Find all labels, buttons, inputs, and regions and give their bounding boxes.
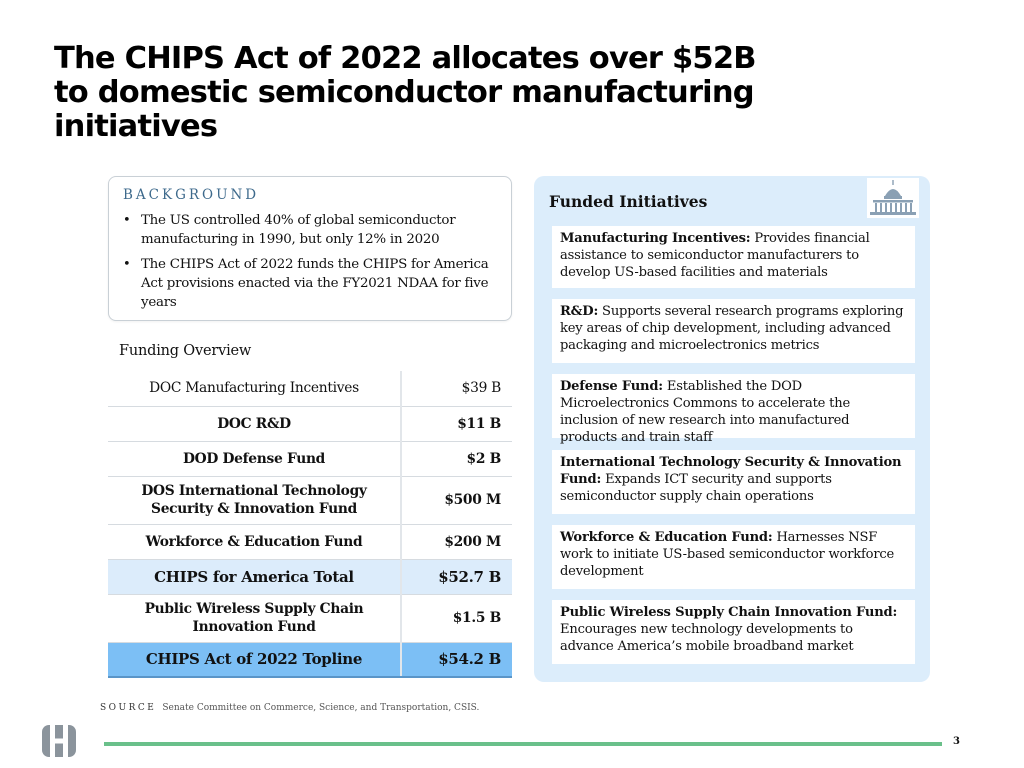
initiative-card-workforce xyxy=(552,525,915,589)
funding-amount: $200 M xyxy=(401,524,512,559)
initiative-heading: Public Wireless Supply Chain Innovation Fund: xyxy=(560,605,898,620)
initiative-card-international xyxy=(552,450,915,514)
footer-divider xyxy=(104,742,942,746)
funding-name: CHIPS for America Total xyxy=(108,559,401,594)
funding-name: DOC Manufacturing Incentives xyxy=(108,371,401,406)
initiative-text: Expands ICT security and supports semiconductor supply chain operations xyxy=(560,472,832,504)
funding-amount: $11 B xyxy=(401,406,512,441)
page-title xyxy=(54,42,954,144)
company-logo-icon xyxy=(40,722,78,760)
initiative-heading: International Technology Security & Innovation Fund: xyxy=(560,455,902,487)
table-row xyxy=(108,524,512,559)
initiative-heading: Workforce & Education Fund: xyxy=(560,530,773,545)
funding-amount: $39 B xyxy=(401,371,512,406)
initiative-text: Harnesses NSF work to initiate US-based semiconductor workforce development xyxy=(560,530,895,579)
table-row xyxy=(108,594,512,642)
funding-name: DOS International Technology Security & Innovation Fund xyxy=(108,476,401,524)
table-row xyxy=(108,371,512,406)
initiative-card-wireless xyxy=(552,600,915,664)
funding-overview-label: Funding Overview xyxy=(119,343,252,359)
table-row-total xyxy=(108,559,512,594)
funding-amount: $1.5 B xyxy=(401,594,512,642)
source-text: Senate Committee on Commerce, Science, and Transportation, CSIS. xyxy=(162,703,480,713)
capitol-icon xyxy=(867,178,919,218)
table-row xyxy=(108,441,512,476)
table-row-topline xyxy=(108,642,512,677)
funding-amount: $2 B xyxy=(401,441,512,476)
source-note xyxy=(100,703,479,713)
background-list xyxy=(123,211,497,312)
funding-name: DOC R&D xyxy=(108,406,401,441)
initiative-text: Supports several research programs exploring key areas of chip development, including advanced packaging and microelectronics metrics xyxy=(560,304,904,353)
initiative-card-manufacturing xyxy=(552,226,915,288)
initiative-card-rd xyxy=(552,299,915,363)
title-line-3: initiatives xyxy=(54,109,218,144)
funded-initiatives-title: Funded Initiatives xyxy=(549,192,708,211)
initiative-heading: Defense Fund: xyxy=(560,379,663,394)
page-number: 3 xyxy=(953,736,960,747)
initiative-heading: Manufacturing Incentives: xyxy=(560,231,751,246)
background-bullet: • The CHIPS Act of 2022 funds the CHIPS for America Act provisions enacted via the FY2021 NDAA for five years xyxy=(123,255,497,312)
funding-name: CHIPS Act of 2022 Topline xyxy=(108,642,401,677)
funding-amount: $52.7 B xyxy=(401,559,512,594)
funding-amount: $500 M xyxy=(401,476,512,524)
title-line-1: The CHIPS Act of 2022 allocates over $52B xyxy=(54,41,756,76)
initiative-text: Established the DOD Microelectronics Commons to accelerate the inclusion of new research into manufactured products and train staff xyxy=(560,379,851,445)
initiative-card-defense xyxy=(552,374,915,445)
funded-initiatives-panel xyxy=(534,176,930,682)
funding-name: Public Wireless Supply Chain Innovation Fund xyxy=(108,594,401,642)
background-box xyxy=(108,176,512,321)
source-label: SOURCE xyxy=(100,703,157,713)
funding-table xyxy=(108,371,512,678)
funding-name: DOD Defense Fund xyxy=(108,441,401,476)
funding-amount: $54.2 B xyxy=(401,642,512,677)
initiative-text: Provides financial assistance to semiconductor manufacturers to develop US-based facilities and materials xyxy=(560,231,870,280)
background-label: BACKGROUND xyxy=(123,187,260,203)
initiative-text: Encourages new technology developments to advance America’s mobile broadband market xyxy=(560,622,854,654)
funding-name: Workforce & Education Fund xyxy=(108,524,401,559)
title-line-2: to domestic semiconductor manufacturing xyxy=(54,75,754,110)
table-row xyxy=(108,476,512,524)
background-bullet: • The US controlled 40% of global semiconductor manufacturing in 1990, but only 12% in 2020 xyxy=(123,211,497,249)
table-row xyxy=(108,406,512,441)
initiative-heading: R&D: xyxy=(560,304,599,319)
